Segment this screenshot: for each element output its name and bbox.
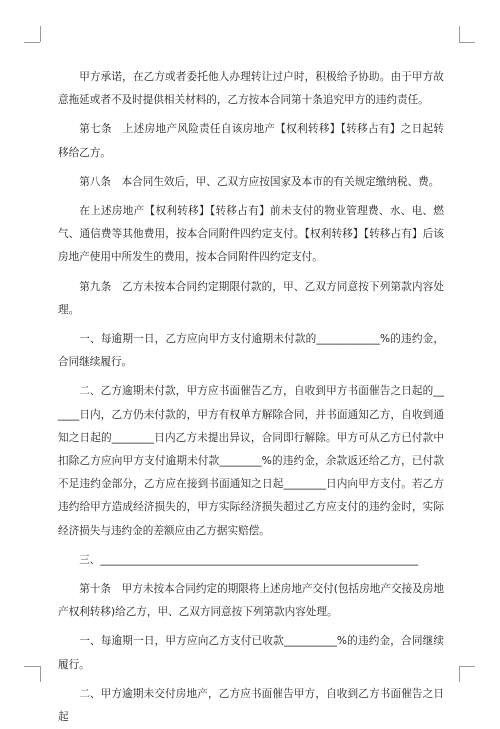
paragraph-fees: 在上述房地产【权利转移】【转移占有】前未支付的物业管理费、水、电、燃气、通信费等其他费用，按本合同附件四约定支付。【权利转移】【转移占有】后该房地产使用中所发生的费用，按本合同附件四约定支付。 [58,205,444,264]
paragraph-article-9: 第九条 乙方未按本合同约定期限付款的，甲、乙双方同意按下列第款内容处理。 [58,280,444,316]
paragraph-article-9-item-2: 二、乙方逾期未付款，甲方应书面催告乙方，自收到甲方书面催告之日起的______日内，乙方仍未付款的，甲方有权单方解除合同，并书面通知乙方，自收到通知之日起的________日内乙方未提出异议，合同即行解除。甲方可从乙方已付款中扣除乙方应向甲方支付逾期未付款________%的违约金，余款返还给乙方，已付款不足违约金部分，乙方应在接到书面通知之日起________日内向甲方支付。若乙方违约给甲方造成经济损失的，甲方实际经济损失超过乙方应支付的违约金时，实际经济损失与违约金的差额应由乙方据实赔偿。 [58,385,444,537]
paragraph-article-9-item-3: 三、____________________________________________________________ [79,553,419,566]
paragraph-article-8: 第八条 本合同生效后，甲、乙双方应按国家及本市的有关规定缴纳税、费。 [79,175,440,188]
crop-mark-bottom-right-h [459,666,475,667]
crop-mark-top-left-h [24,42,40,43]
crop-mark-bottom-left-v [40,666,41,682]
paragraph-article-9-item-1: 一、每逾期一日，乙方应向甲方支付逾期未付款的____________%的违约金，合同继续履行。 [58,333,444,369]
paragraph-article-7: 第七条 上述房地产风险责任自该房地产【权利转移】【转移占有】之日起转移给乙方。 [58,123,444,159]
paragraph-article-10-item-1: 一、每逾期一日，甲方应向乙方支付已收款__________%的违约金，合同继续履行。 [58,635,444,671]
document-body [58,66,444,729]
crop-mark-top-right-h [459,42,475,43]
crop-mark-top-right-v [459,26,460,42]
paragraph-seller-assistance: 甲方承诺，在乙方或者委托他人办理转让过户时，积极给予协助。由于甲方故意拖延或者不及时提供相关材料的，乙方按本合同第十条追究甲方的违约责任。 [58,71,444,107]
crop-mark-bottom-right-v [459,666,460,682]
crop-mark-top-left-v [40,26,41,42]
paragraph-article-10: 第十条 甲方未按本合同约定的期限将上述房地产交付(包括房地产交接及房地产权利转移)给乙方，甲、乙双方同意按下列第款内容处理。 [58,583,444,619]
paragraph-article-10-item-2: 二、甲方逾期未交付房地产，乙方应书面催告甲方，自收到乙方书面催告之日起 [58,687,444,724]
crop-mark-bottom-left-h [24,666,40,667]
